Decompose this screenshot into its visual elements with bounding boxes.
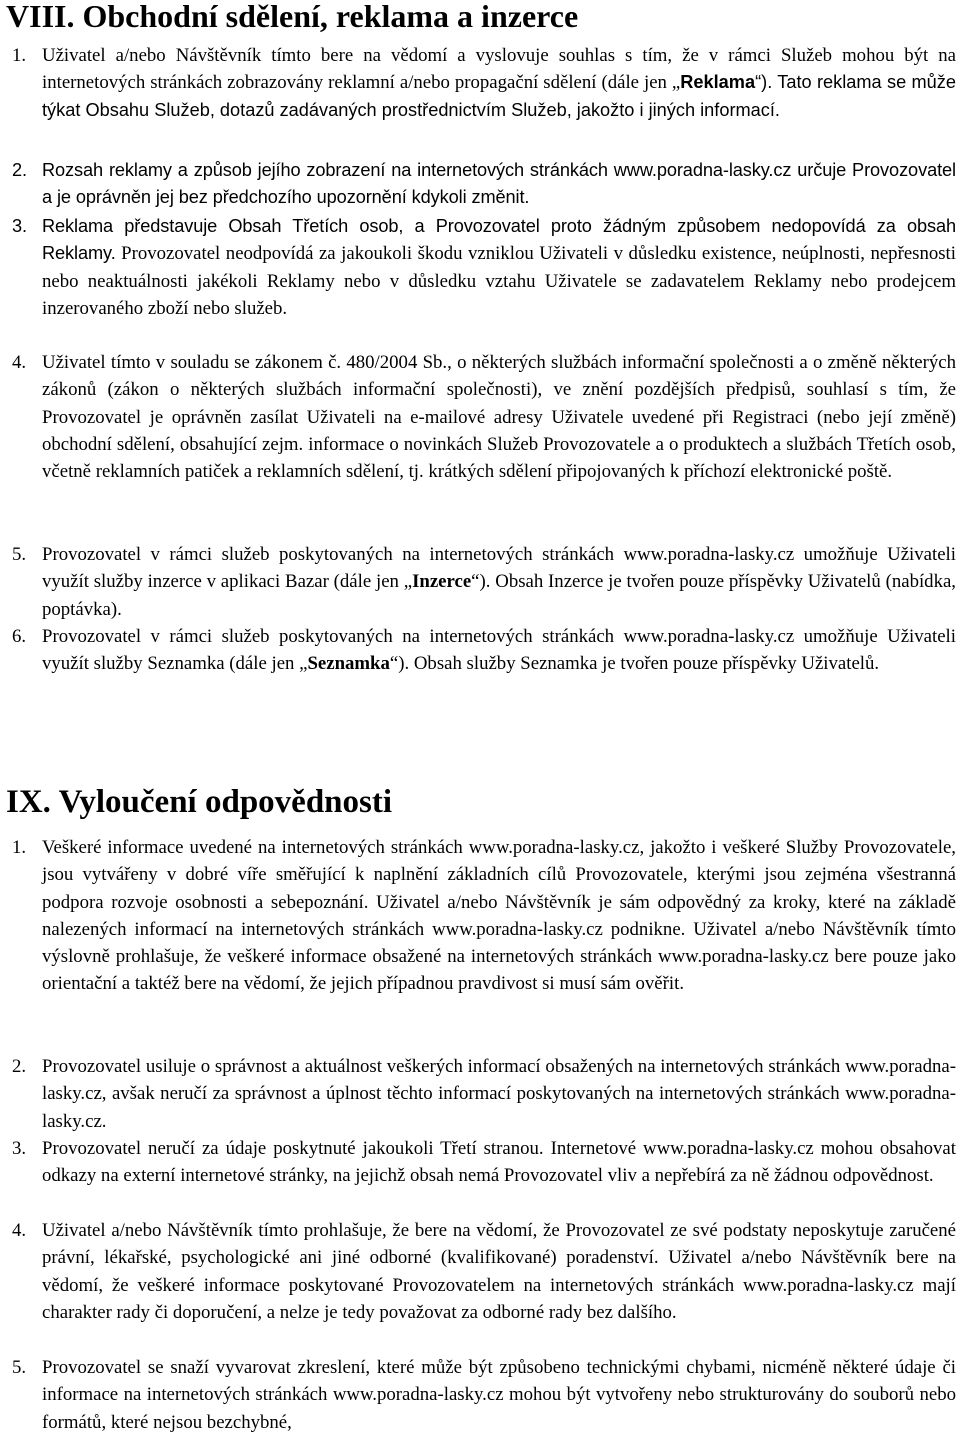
item-number: 2.: [12, 160, 27, 180]
item-term: Reklama: [680, 72, 756, 93]
section-heading: VIII. Obchodní sdělení, reklama a inzerce: [6, 0, 579, 34]
item-number: 3.: [12, 1138, 27, 1159]
list-item: [12, 1354, 956, 1436]
item-number: 2.: [12, 1056, 27, 1077]
item-text: Veškeré informace uvedené na internetových stránkách www.poradna-lasky.cz, jakožto i veškeré Služby Provozovatele, jsou vytvářeny v dobré víře směřující k naplnění základních cílů Provozovatele, kterými jsou zejména všestranná podpora rozvoje osobnosti a sebepoznání. Uživatel a/nebo Návštěvník je sám odpovědný za kroky, které na základě nalezených informací na internetových stránkách www.poradna-lasky.cz podnikne. Uživatel a/nebo Návštěvník tímto výslovně prohlašuje, že veškeré informace obsažené na internetových stránkách www.poradna-lasky.cz bere pouze jako orientační a taktéž bere na vědomí, že jejich případnou pravdivost si musí sám ověřit.: [42, 837, 956, 995]
item-text: Uživatel a/nebo Návštěvník tímto prohlašuje, že bere na vědomí, že Provozovatel ze své podstaty neposkytuje zaručené právní, lékařské, psychologické ani jiné odborné (kvalifikované) poradenství. Uživatel a/nebo Návštěvník bere na vědomí, že veškeré informace poskytované Provozovatelem na internetových stránkách www.poradna-lasky.cz mají charakter rady či doporučení, a nelze je tedy považovat za odborné rady bez dalšího.: [42, 1220, 956, 1323]
list-item: [12, 623, 956, 678]
list-item: [12, 1053, 956, 1135]
list-item: [12, 834, 956, 998]
item-term: Seznamka: [307, 653, 390, 675]
list-item: [12, 1135, 956, 1190]
item-number: 6.: [12, 626, 27, 647]
list-item: [12, 349, 956, 485]
item-number: 1.: [12, 45, 27, 66]
item-text: “). Obsah Inzerce je tvořen pouze příspěvky Uživatelů (nabídka, poptávka).: [42, 571, 956, 620]
item-text: Uživatel tímto v souladu se zákonem č. 480/2004 Sb., o některých službách informační společnosti a o změně některých zákonů (zákon o některých službách informační společnosti), ve znění pozdějších předpisů, souhlasí s tím, že Provozovatel je oprávněn zasílat Uživateli na e-mailové adresy Uživatele uvedené při Registraci (nebo její změně) obchodní sdělení, obsahující zejm. informace o novinkách Služeb Provozovatele a o produktech a službách Třetích osob, včetně reklamních patiček a reklamních sdělení, tj. krátkých sdělení připojovaných k příchozí elektronické poště.: [42, 352, 956, 483]
item-number: 5.: [12, 1357, 27, 1378]
item-number: 3.: [12, 216, 27, 236]
item-text: Provozovatel neodpovídá za jakoukoli škodu vzniklou Uživateli v důsledku existence, neúplnosti, nepřesnosti nebo neaktuálnosti jakékoli Reklamy nebo v důsledku vztahu Uživatele se zadavatelem Reklamy nebo prodejcem inzerovaného zboží nebo služeb.: [42, 243, 956, 319]
item-number: 4.: [12, 1220, 27, 1241]
item-text: Provozovatel usiluje o správnost a aktuálnost veškerých informací obsažených na internetových stránkách www.poradna-lasky.cz, avšak neručí za správnost a úplnost těchto informací poskytovaných na internetových stránkách www.poradna-lasky.cz.: [42, 1056, 956, 1132]
item-text: Uživatel a/nebo Návštěvník tímto bere na vědomí a vyslovuje souhlas s tím, že v rámci Služeb mohou být na internetových stránkách zobrazovány reklamní a/nebo propagační sdělení (dále jen „: [42, 45, 956, 94]
item-text: Provozovatel se snaží vyvarovat zkreslení, které může být způsobeno technickými chybami, nicméně některé údaje či informace na internetových stránkách www.poradna-lasky.cz mohou být vytvořeny nebo strukturovány do souborů nebo formátů, které nejsou bezchybné,: [42, 1357, 956, 1433]
item-text: Provozovatel v rámci služeb poskytovaných na internetových stránkách www.poradna-lasky.cz umožňuje Uživateli využít služby Seznamka (dále jen „: [42, 626, 956, 675]
list-item: [12, 42, 957, 124]
item-number: 5.: [12, 544, 27, 565]
item-text: “). Obsah služby Seznamka je tvořen pouze příspěvky Uživatelů.: [389, 653, 880, 675]
item-term: Inzerce: [412, 571, 472, 593]
item-text: “). Tato reklama se může týkat Obsahu Služeb, dotazů zadávaných prostřednictvím Služeb, jakožto i jiných informací.: [42, 72, 957, 120]
section-heading: IX. Vyloučení odpovědnosti: [6, 784, 393, 820]
item-text: Provozovatel neručí za údaje poskytnuté jakoukoli Třetí stranou. Internetové www.poradna-lasky.cz mohou obsahovat odkazy na externí internetové stránky, na jejichž obsah nemá Provozovatel vliv a nepřebírá za ně žádnou odpovědnost.: [42, 1138, 956, 1187]
item-text: Rozsah reklamy a způsob jejího zobrazení na internetových stránkách www.poradna-lasky.cz určuje Provozovatel a je oprávněn jej bez předchozího upozornění kdykoli změnit.: [42, 160, 956, 208]
list-item: [12, 213, 956, 322]
list-item: [12, 1217, 956, 1326]
item-number: 4.: [12, 352, 27, 373]
item-text: Reklama představuje Obsah Třetích osob, a Provozovatel proto žádným způsobem nedopovídá za obsah Reklamy.: [42, 216, 956, 264]
item-number: 1.: [12, 837, 27, 858]
list-item: [12, 541, 956, 623]
item-text: Provozovatel v rámci služeb poskytovaných na internetových stránkách www.poradna-lasky.cz umožňuje Uživateli využít služby inzerce v aplikaci Bazar (dále jen „: [42, 544, 956, 593]
list-item: [12, 157, 956, 212]
